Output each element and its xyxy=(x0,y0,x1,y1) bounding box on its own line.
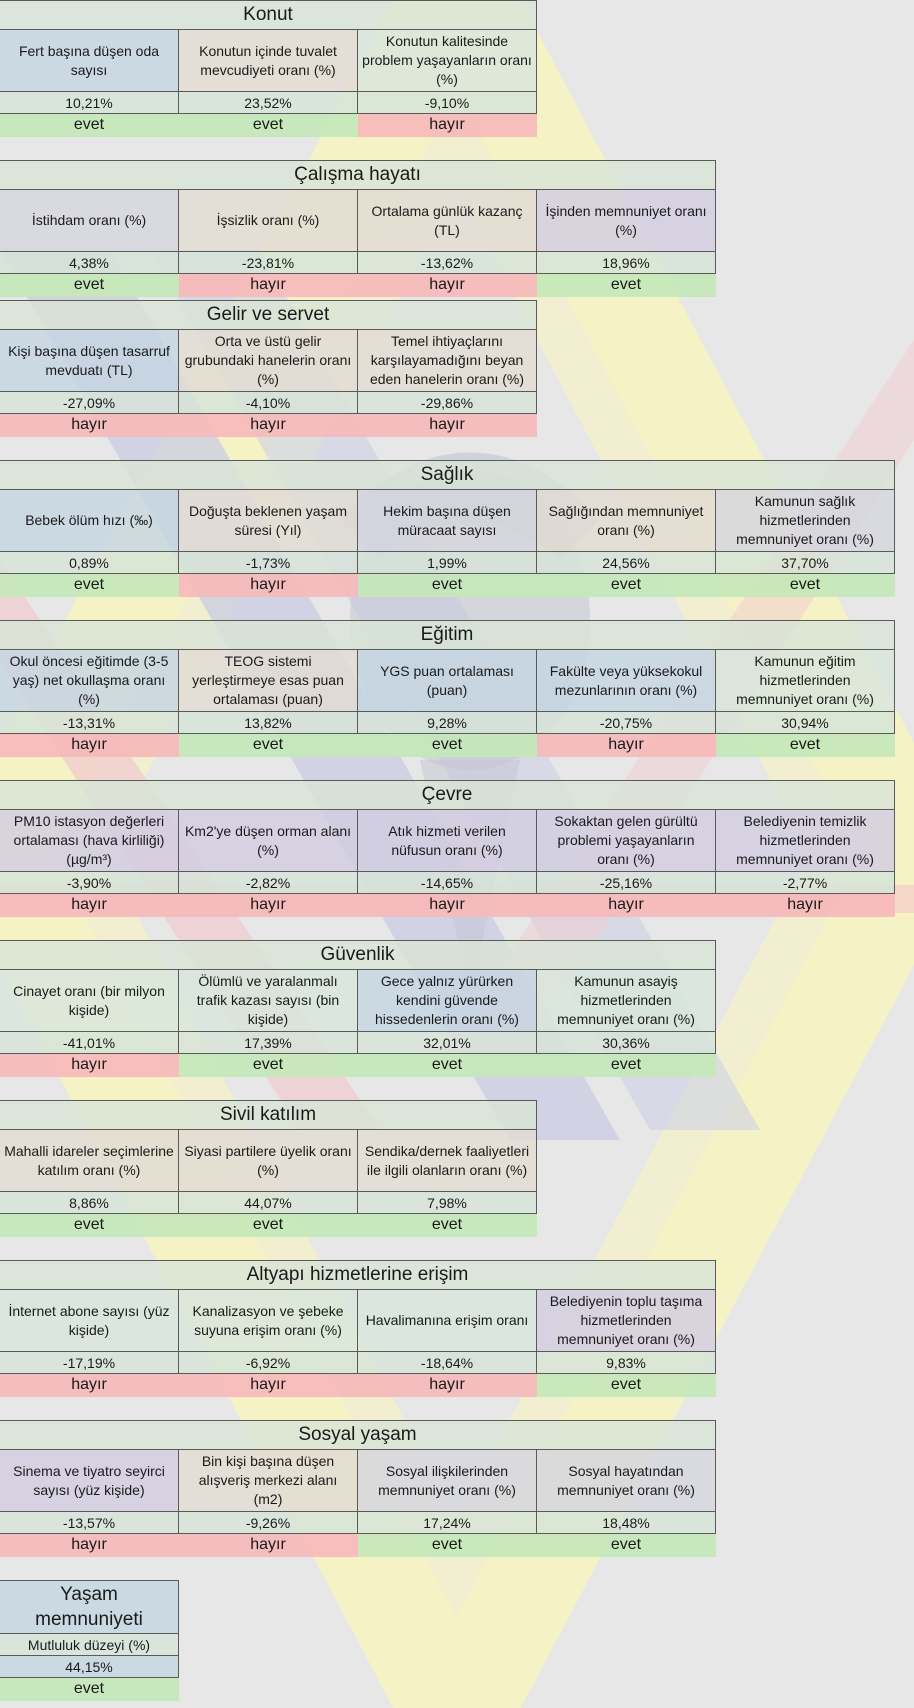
indicator-header: Siyasi partilere üyelik oranı (%) xyxy=(179,1130,358,1192)
indicator-header: Sinema ve tiyatro seyirci sayısı (yüz kişide) xyxy=(0,1450,179,1512)
indicator-header: Havalimanına erişim oranı xyxy=(358,1290,537,1352)
indicator-decision: hayır xyxy=(358,414,537,437)
indicator-value: 0,89% xyxy=(0,552,179,574)
indicator-header: Sokaktan gelen gürültü problemi yaşayanların oranı (%) xyxy=(537,810,716,872)
indicator-value: -6,92% xyxy=(179,1352,358,1374)
indicator-decision: evet xyxy=(0,1678,179,1701)
indicator-header: Ortalama günlük kazanç (TL) xyxy=(358,190,537,252)
indicator-decision: hayır xyxy=(0,734,179,757)
indicator-header: İstihdam oranı (%) xyxy=(0,190,179,252)
section-guvenlik xyxy=(0,940,716,1077)
indicator-header: Kişi başına düşen tasarruf mevduatı (TL) xyxy=(0,330,179,392)
section-title: Güvenlik xyxy=(0,941,716,970)
indicator-value: -14,65% xyxy=(358,872,537,894)
indicator-value: -18,64% xyxy=(358,1352,537,1374)
indicator-decision: evet xyxy=(537,274,716,297)
indicator-decision: evet xyxy=(716,734,895,757)
indicator-value: 44,07% xyxy=(179,1192,358,1214)
indicator-decision: evet xyxy=(716,574,895,597)
indicator-decision: evet xyxy=(358,1054,537,1077)
section-title: Altyapı hizmetlerine erişim xyxy=(0,1261,716,1290)
indicator-decision: hayır xyxy=(358,894,537,917)
indicator-decision: evet xyxy=(0,114,179,137)
indicator-decision: hayır xyxy=(537,734,716,757)
indicator-decision: hayır xyxy=(716,894,895,917)
indicator-value: -25,16% xyxy=(537,872,716,894)
indicator-value: -4,10% xyxy=(179,392,358,414)
indicator-header: Sendika/dernek faaliyetleri ile ilgili olanların oranı (%) xyxy=(358,1130,537,1192)
indicator-header: Bebek ölüm hızı (‰) xyxy=(0,490,179,552)
indicator-value: -41,01% xyxy=(0,1032,179,1054)
section-title: Sağlık xyxy=(0,461,895,490)
indicator-decision: hayır xyxy=(358,274,537,297)
indicator-value: -20,75% xyxy=(537,712,716,734)
indicator-value: 30,36% xyxy=(537,1032,716,1054)
indicator-header: Fert başına düşen oda sayısı xyxy=(0,30,179,92)
indicator-decision: evet xyxy=(358,734,537,757)
indicator-header: İşsizlik oranı (%) xyxy=(179,190,358,252)
indicator-decision: evet xyxy=(358,1214,537,1237)
indicator-decision: evet xyxy=(537,1534,716,1557)
indicator-header: Kanalizasyon ve şebeke suyuna erişim oranı (%) xyxy=(179,1290,358,1352)
indicator-decision: evet xyxy=(358,1534,537,1557)
indicator-value: 8,86% xyxy=(0,1192,179,1214)
indicator-value: -27,09% xyxy=(0,392,179,414)
section-konut xyxy=(0,0,537,137)
indicator-decision: hayır xyxy=(179,574,358,597)
indicator-decision: hayır xyxy=(358,114,537,137)
indicator-header: Hekim başına düşen müracaat sayısı xyxy=(358,490,537,552)
section-title: Sivil katılım xyxy=(0,1101,537,1130)
indicator-value: -2,82% xyxy=(179,872,358,894)
section-title: Konut xyxy=(0,1,537,30)
section-title: Yaşam memnuniyeti xyxy=(0,1581,179,1634)
indicator-header: Fakülte veya yüksekokul mezunlarının oranı (%) xyxy=(537,650,716,712)
indicator-value: 18,48% xyxy=(537,1512,716,1534)
indicator-value: -29,86% xyxy=(358,392,537,414)
indicator-header: Mutluluk düzeyi (%) xyxy=(0,1634,179,1656)
indicator-decision: hayır xyxy=(0,1374,179,1397)
indicator-value: 10,21% xyxy=(0,92,179,114)
indicator-header: Kamunun eğitim hizmetlerinden memnuniyet oranı (%) xyxy=(716,650,895,712)
indicator-header: Sağlığından memnuniyet oranı (%) xyxy=(537,490,716,552)
indicator-decision: hayır xyxy=(0,1054,179,1077)
section-title: Sosyal yaşam xyxy=(0,1421,716,1450)
indicator-value: 23,52% xyxy=(179,92,358,114)
indicator-decision: evet xyxy=(179,734,358,757)
indicator-header: Cinayet oranı (bir milyon kişide) xyxy=(0,970,179,1032)
indicator-decision: hayır xyxy=(179,414,358,437)
indicator-header: Konutun kalitesinde problem yaşayanların oranı (%) xyxy=(358,30,537,92)
section-title: Çevre xyxy=(0,781,895,810)
indicator-header: Orta ve üstü gelir grubundaki hanelerin oranı (%) xyxy=(179,330,358,392)
indicator-header: Kamunun asayiş hizmetlerinden memnuniyet oranı (%) xyxy=(537,970,716,1032)
indicator-value: 32,01% xyxy=(358,1032,537,1054)
indicator-value: -9,26% xyxy=(179,1512,358,1534)
indicator-decision: hayır xyxy=(179,1374,358,1397)
section-cevre xyxy=(0,780,895,917)
indicator-decision: hayır xyxy=(179,1534,358,1557)
indicator-value: -23,81% xyxy=(179,252,358,274)
indicator-decision: evet xyxy=(358,574,537,597)
indicator-header: Okul öncesi eğitimde (3-5 yaş) net okullaşma oranı (%) xyxy=(0,650,179,712)
indicator-header: PM10 istasyon değerleri ortalaması (hava kirliliği) (µg/m³) xyxy=(0,810,179,872)
indicator-decision: hayır xyxy=(0,894,179,917)
indicator-value: -13,62% xyxy=(358,252,537,274)
indicator-header: İşinden memnuniyet oranı (%) xyxy=(537,190,716,252)
indicator-header: Belediyenin temizlik hizmetlerinden memnuniyet oranı (%) xyxy=(716,810,895,872)
indicator-decision: evet xyxy=(179,1054,358,1077)
indicator-value: -17,19% xyxy=(0,1352,179,1374)
section-title: Çalışma hayatı xyxy=(0,161,716,190)
indicator-value: 17,39% xyxy=(179,1032,358,1054)
indicator-header: Gece yalnız yürürken kendini güvende hissedenlerin oranı (%) xyxy=(358,970,537,1032)
indicator-decision: evet xyxy=(0,1214,179,1237)
indicator-value: -3,90% xyxy=(0,872,179,894)
indicator-value: 4,38% xyxy=(0,252,179,274)
indicator-header: Belediyenin toplu taşıma hizmetlerinden memnuniyet oranı (%) xyxy=(537,1290,716,1352)
indicator-value: 18,96% xyxy=(537,252,716,274)
indicator-decision: evet xyxy=(0,574,179,597)
indicator-decision: hayır xyxy=(537,894,716,917)
indicator-value: 17,24% xyxy=(358,1512,537,1534)
indicator-decision: evet xyxy=(179,114,358,137)
indicator-value: 9,28% xyxy=(358,712,537,734)
indicator-header: Doğuşta beklenen yaşam süresi (Yıl) xyxy=(179,490,358,552)
section-sivil-katilim xyxy=(0,1100,537,1237)
indicator-decision: evet xyxy=(537,1054,716,1077)
indicator-header: Bin kişi başına düşen alışveriş merkezi alanı (m2) xyxy=(179,1450,358,1512)
indicator-value: 1,99% xyxy=(358,552,537,574)
section-yasam-memnuniyeti xyxy=(0,1580,179,1701)
indicator-header: Km2'ye düşen orman alanı (%) xyxy=(179,810,358,872)
indicator-decision: evet xyxy=(179,1214,358,1237)
section-title: Eğitim xyxy=(0,621,895,650)
indicator-value: 9,83% xyxy=(537,1352,716,1374)
indicator-value: 37,70% xyxy=(716,552,895,574)
indicator-decision: evet xyxy=(537,574,716,597)
indicator-header: YGS puan ortalaması (puan) xyxy=(358,650,537,712)
indicator-header: İnternet abone sayısı (yüz kişide) xyxy=(0,1290,179,1352)
indicator-value: 7,98% xyxy=(358,1192,537,1214)
indicator-value: 13,82% xyxy=(179,712,358,734)
indicator-header: Ölümlü ve yaralanmalı trafik kazası sayısı (bin kişide) xyxy=(179,970,358,1032)
indicator-decision: hayır xyxy=(0,414,179,437)
indicator-header: Atık hizmeti verilen nüfusun oranı (%) xyxy=(358,810,537,872)
section-altyapi xyxy=(0,1260,716,1397)
section-saglik xyxy=(0,460,895,597)
indicator-value: -13,31% xyxy=(0,712,179,734)
indicator-decision: hayır xyxy=(179,274,358,297)
indicator-decision: evet xyxy=(537,1374,716,1397)
indicator-header: Temel ihtiyaçlarını karşılayamadığını beyan eden hanelerin oranı (%) xyxy=(358,330,537,392)
section-gelir-ve-servet xyxy=(0,300,537,437)
indicator-header: Sosyal ilişkilerinden memnuniyet oranı (%) xyxy=(358,1450,537,1512)
indicator-decision: hayır xyxy=(0,1534,179,1557)
indicator-header: Kamunun sağlık hizmetlerinden memnuniyet oranı (%) xyxy=(716,490,895,552)
indicator-value: 44,15% xyxy=(0,1656,179,1678)
section-title: Gelir ve servet xyxy=(0,301,537,330)
indicator-value: -1,73% xyxy=(179,552,358,574)
indicator-value: -2,77% xyxy=(716,872,895,894)
section-egitim xyxy=(0,620,895,757)
indicator-value: -9,10% xyxy=(358,92,537,114)
indicator-header: Konutun içinde tuvalet mevcudiyeti oranı (%) xyxy=(179,30,358,92)
indicator-header: TEOG sistemi yerleştirmeye esas puan ortalaması (puan) xyxy=(179,650,358,712)
section-calisma-hayati xyxy=(0,160,716,297)
indicator-decision: hayır xyxy=(358,1374,537,1397)
indicator-value: 30,94% xyxy=(716,712,895,734)
section-sosyal-yasam xyxy=(0,1420,716,1557)
indicator-header: Mahalli idareler seçimlerine katılım oranı (%) xyxy=(0,1130,179,1192)
indicator-decision: hayır xyxy=(179,894,358,917)
indicator-value: -13,57% xyxy=(0,1512,179,1534)
indicator-value: 24,56% xyxy=(537,552,716,574)
indicator-decision: evet xyxy=(0,274,179,297)
indicator-header: Sosyal hayatından memnuniyet oranı (%) xyxy=(537,1450,716,1512)
